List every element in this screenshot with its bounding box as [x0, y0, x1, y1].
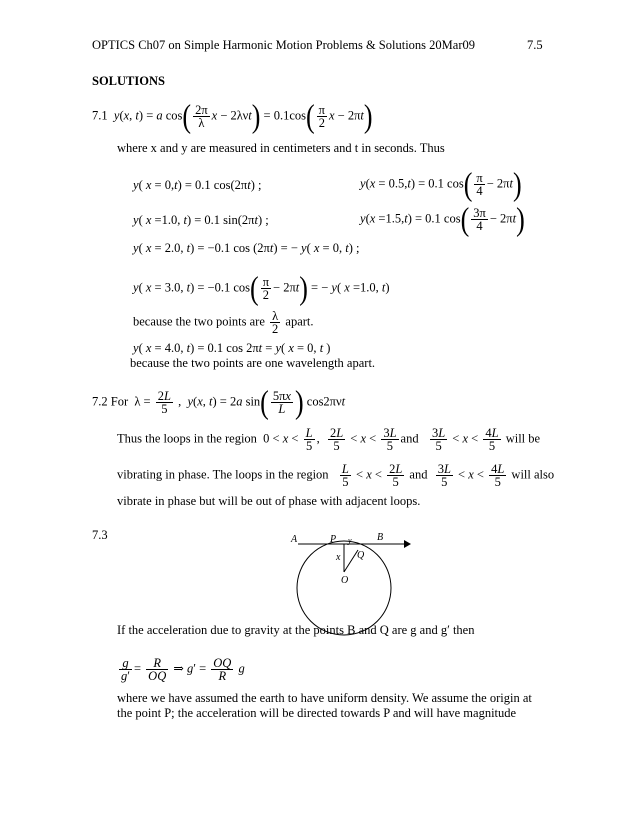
label-Q: Q: [357, 550, 365, 561]
vibrating-line: vibrating in phase. The loops in the region $\frac{L}{5}$ < x < $\frac{2L}{5}$ and $\frac{3L}{5}$ < x < $\frac{4L}{5}$ will also: [117, 462, 555, 489]
vibrate-text: vibrate in phase but will be out of phase with adjacent loops.: [117, 494, 421, 508]
eq-7-1: 7.1 y(x, t) = a cos( $\frac{2\pi}{\lambda}$ x − 2λνt) = 0.1cos( $\frac{\pi}{2}$ x − 2πt): [92, 97, 373, 134]
header-title: OPTICS Ch07 on Simple Harmonic Motion Problems & Solutions 20Mar09: [92, 38, 475, 52]
eq-x4: y( x = 4.0, t) = 0.1 cos 2πt = y( x = 0, t ): [133, 341, 331, 355]
assumed-line-2: the point P; the acceleration will be directed towards P and will have magnitude: [117, 706, 517, 720]
label-P: P: [330, 534, 337, 545]
eq-x1: y( x =1.0, t) = 0.1 sin(2πt) ;: [133, 213, 269, 227]
will-also-text: will also: [511, 467, 555, 482]
eq-x05: y(x = 0.5,t) = 0.1 cos( $\frac{\pi}{4}$ − 2πt): [360, 165, 522, 202]
accel-text: If the acceleration due to gravity at the points B and Q are g and g′ then: [117, 623, 475, 637]
earth-diagram: [280, 528, 420, 638]
assumed-line-1: where we have assumed the earth to have uniform density. We assume the origin at: [117, 691, 532, 705]
thus-text: Thus the loops in the region: [117, 431, 257, 446]
eq-x15: y(x =1.5,t) = 0.1 cos( $\frac{3\pi}{4}$ − 2πt): [360, 200, 525, 237]
problem-label-7-2: 7.2 For: [92, 394, 129, 409]
because-full: because the two points are one wavelength apart.: [130, 356, 376, 370]
vibrating-text: vibrating in phase. The loops in the region: [117, 467, 329, 482]
eq-gravity: $\frac{g}{g'}$ = $\frac{R}{OQ}$ ⇒ g′ = $\frac{OQ}{R}$ g: [121, 656, 245, 683]
eq-x2: y( x = 2.0, t) = −0.1 cos (2πt) = − y( x = 0, t) ;: [133, 241, 360, 255]
because-half-tail: apart.: [285, 314, 314, 329]
will-be-text: will be: [505, 431, 541, 446]
arrow-head: [404, 540, 411, 548]
problem-label-7-3: 7.3: [92, 528, 108, 542]
eq-x3: y( x = 3.0, t) = −0.1 cos( $\frac{\pi}{2}$ − 2πt) = − y( x =1.0, t): [133, 269, 390, 306]
eq-7-2: 7.2 For λ = $\frac{2L}{5}$ , y(x, t) = 2a sin( $\frac{5\pi x}{L}$ ) cos2πνt: [92, 383, 346, 420]
and-text-1: and: [400, 431, 419, 446]
problem-label-7-1: 7.1: [92, 108, 108, 123]
label-A: A: [291, 534, 298, 545]
where-text: where x and y are measured in centimeters and t in seconds. Thus: [117, 141, 445, 155]
oq-line: [344, 550, 358, 572]
page-number: 7.5: [527, 38, 543, 52]
eq-x0: y( x = 0,t) = 0.1 cos(2πt) ;: [133, 178, 262, 192]
thus-line: Thus the loops in the region 0 < x < $\frac{L}{5}$ , $\frac{2L}{5}$ < x < $\frac{3L}{5}$ and $\frac{3L}{5}$ < x < $\frac{4L}{5}$ will be: [117, 426, 541, 453]
label-x: x: [336, 552, 341, 563]
section-title: SOLUTIONS: [92, 74, 165, 88]
because-half-line: because the two points are $\frac{\lambda}{2}$ apart.: [133, 309, 314, 336]
and-text-2: and: [409, 467, 428, 482]
because-half-text: because the two points are: [133, 314, 265, 329]
label-O: O: [341, 575, 349, 586]
label-B: B: [377, 532, 384, 543]
label-y: y: [348, 536, 352, 545]
